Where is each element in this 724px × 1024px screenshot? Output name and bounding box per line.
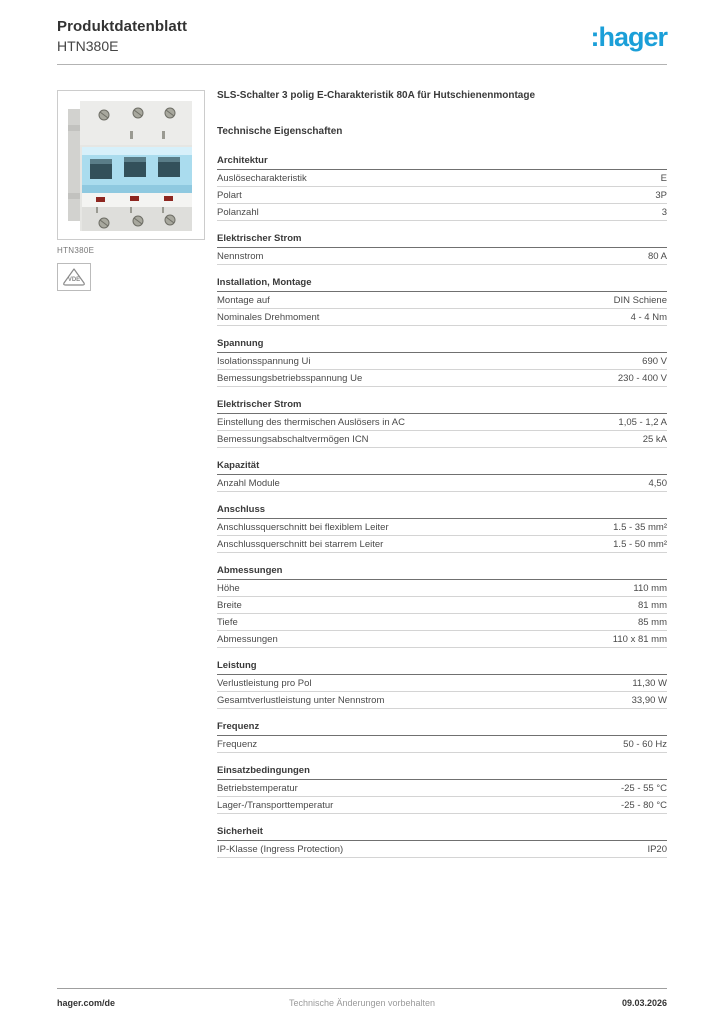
spec-label: Einstellung des thermischen Auslösers in AC xyxy=(217,416,405,428)
spec-section xyxy=(217,721,667,753)
spec-value: 50 - 60 Hz xyxy=(623,738,667,750)
spec-value: -25 - 80 °C xyxy=(620,799,667,811)
footer-disclaimer: Technische Änderungen vorbehalten xyxy=(288,998,436,1008)
spec-label: IP-Klasse (Ingress Protection) xyxy=(217,843,344,855)
spec-label: Auslösecharakteristik xyxy=(217,172,307,184)
spec-value: 81 mm xyxy=(637,599,667,611)
spec-value: 25 kA xyxy=(642,433,667,445)
spec-value: 230 - 400 V xyxy=(617,372,667,384)
product-title: SLS-Schalter 3 polig E-Charakteristik 80A für Hutschienenmontage xyxy=(217,90,536,101)
spec-section xyxy=(217,233,667,265)
spec-label: Isolationsspannung Ui xyxy=(217,355,311,367)
spec-rows xyxy=(217,292,667,326)
spec-section-heading: Elektrischer Strom xyxy=(217,233,667,248)
spec-column xyxy=(217,90,667,870)
spec-value: 3P xyxy=(655,189,667,201)
spec-section xyxy=(217,504,667,553)
spec-section-heading: Abmessungen xyxy=(217,565,667,580)
footer-date: 09.03.2026 xyxy=(621,998,667,1008)
spec-row xyxy=(217,187,667,204)
content-area xyxy=(57,90,667,870)
page-header xyxy=(57,18,667,65)
spec-row xyxy=(217,292,667,309)
hager-website-link[interactable]: hager.com/de xyxy=(57,998,116,1008)
spec-row xyxy=(217,797,667,814)
spec-label: Anzahl Module xyxy=(217,477,280,489)
product-image-caption: HTN380E xyxy=(57,246,95,255)
spec-section-heading: Architektur xyxy=(217,155,667,170)
spec-label: Montage auf xyxy=(217,294,270,306)
spec-rows xyxy=(217,475,667,492)
spec-value: 110 mm xyxy=(633,582,667,594)
product-media-column xyxy=(57,90,205,870)
spec-label: Anschlussquerschnitt bei flexiblem Leiter xyxy=(217,521,389,533)
spec-rows xyxy=(217,170,667,221)
tech-properties-heading: Technische Eigenschaften xyxy=(217,126,343,137)
spec-section-heading: Kapazität xyxy=(217,460,667,475)
spec-section-heading: Leistung xyxy=(217,660,667,675)
spec-value: 1.5 - 50 mm² xyxy=(613,538,667,550)
spec-label: Polanzahl xyxy=(217,206,259,218)
spec-label: Höhe xyxy=(217,582,240,594)
spec-section-heading: Sicherheit xyxy=(217,826,667,841)
spec-section-heading: Einsatzbedingungen xyxy=(217,765,667,780)
product-code: HTN380E xyxy=(57,38,119,54)
spec-label: Nominales Drehmoment xyxy=(217,311,320,323)
spec-section-heading: Elektrischer Strom xyxy=(217,399,667,414)
spec-row xyxy=(217,692,667,709)
spec-label: Gesamtverlustleistung unter Nennstrom xyxy=(217,694,385,706)
spec-value: 690 V xyxy=(642,355,667,367)
spec-value: 33,90 W xyxy=(631,694,667,706)
spec-rows xyxy=(217,248,667,265)
spec-row xyxy=(217,536,667,553)
spec-section xyxy=(217,277,667,326)
spec-row xyxy=(217,248,667,265)
spec-row xyxy=(217,675,667,692)
spec-rows xyxy=(217,519,667,553)
spec-rows xyxy=(217,414,667,448)
spec-row xyxy=(217,309,667,326)
spec-value: 85 mm xyxy=(637,616,667,628)
spec-section xyxy=(217,565,667,648)
spec-value: 4 - 4 Nm xyxy=(630,311,667,323)
spec-label: Bemessungsabschaltvermögen ICN xyxy=(217,433,369,445)
spec-section-heading: Spannung xyxy=(217,338,667,353)
spec-value: IP20 xyxy=(647,843,667,855)
spec-value: DIN Schiene xyxy=(613,294,667,306)
spec-label: Bemessungsbetriebsspannung Ue xyxy=(217,372,363,384)
spec-row xyxy=(217,370,667,387)
spec-row xyxy=(217,631,667,648)
spec-row xyxy=(217,475,667,492)
spec-row xyxy=(217,580,667,597)
spec-section xyxy=(217,765,667,814)
document-type-title: Produktdatenblatt xyxy=(57,18,188,35)
spec-rows xyxy=(217,841,667,858)
vde-certification-icon xyxy=(57,263,91,291)
hager-logo: :hager xyxy=(590,22,667,52)
spec-row xyxy=(217,519,667,536)
spec-value: 1,05 - 1,2 A xyxy=(618,416,667,428)
spec-rows xyxy=(217,675,667,709)
spec-label: Tiefe xyxy=(217,616,238,628)
spec-rows xyxy=(217,353,667,387)
spec-value: 80 A xyxy=(647,250,667,262)
spec-row xyxy=(217,353,667,370)
spec-value: 1.5 - 35 mm² xyxy=(613,521,667,533)
spec-value: 4,50 xyxy=(648,477,667,489)
spec-sections xyxy=(217,155,667,858)
spec-rows xyxy=(217,580,667,648)
spec-label: Betriebstemperatur xyxy=(217,782,298,794)
header-divider xyxy=(57,64,667,65)
spec-label: Verlustleistung pro Pol xyxy=(217,677,312,689)
spec-row xyxy=(217,431,667,448)
product-image xyxy=(57,90,205,240)
footer-divider xyxy=(57,988,667,989)
spec-label: Polart xyxy=(217,189,242,201)
spec-row xyxy=(217,204,667,221)
spec-section xyxy=(217,826,667,858)
spec-row xyxy=(217,414,667,431)
spec-label: Nennstrom xyxy=(217,250,264,262)
spec-value: 3 xyxy=(661,206,667,218)
spec-section-heading: Anschluss xyxy=(217,504,667,519)
spec-value: E xyxy=(660,172,667,184)
spec-row xyxy=(217,614,667,631)
spec-value: -25 - 55 °C xyxy=(620,782,667,794)
circuit-breaker-image xyxy=(66,95,196,235)
spec-section-heading: Frequenz xyxy=(217,721,667,736)
spec-rows xyxy=(217,736,667,753)
spec-rows xyxy=(217,780,667,814)
spec-section xyxy=(217,338,667,387)
page-footer xyxy=(57,988,667,1008)
spec-row xyxy=(217,170,667,187)
spec-section xyxy=(217,399,667,448)
spec-label: Breite xyxy=(217,599,242,611)
spec-section-heading: Installation, Montage xyxy=(217,277,667,292)
svg-text:VDE: VDE xyxy=(67,277,81,283)
spec-section xyxy=(217,460,667,492)
spec-row xyxy=(217,841,667,858)
spec-value: 110 x 81 mm xyxy=(612,633,667,645)
spec-label: Abmessungen xyxy=(217,633,278,645)
spec-label: Frequenz xyxy=(217,738,258,750)
spec-row xyxy=(217,780,667,797)
spec-section xyxy=(217,155,667,221)
spec-section xyxy=(217,660,667,709)
spec-row xyxy=(217,736,667,753)
header-titles xyxy=(57,18,187,54)
spec-label: Lager-/Transporttemperatur xyxy=(217,799,334,811)
spec-row xyxy=(217,597,667,614)
spec-label: Anschlussquerschnitt bei starrem Leiter xyxy=(217,538,384,550)
spec-value: 11,30 W xyxy=(632,677,667,689)
